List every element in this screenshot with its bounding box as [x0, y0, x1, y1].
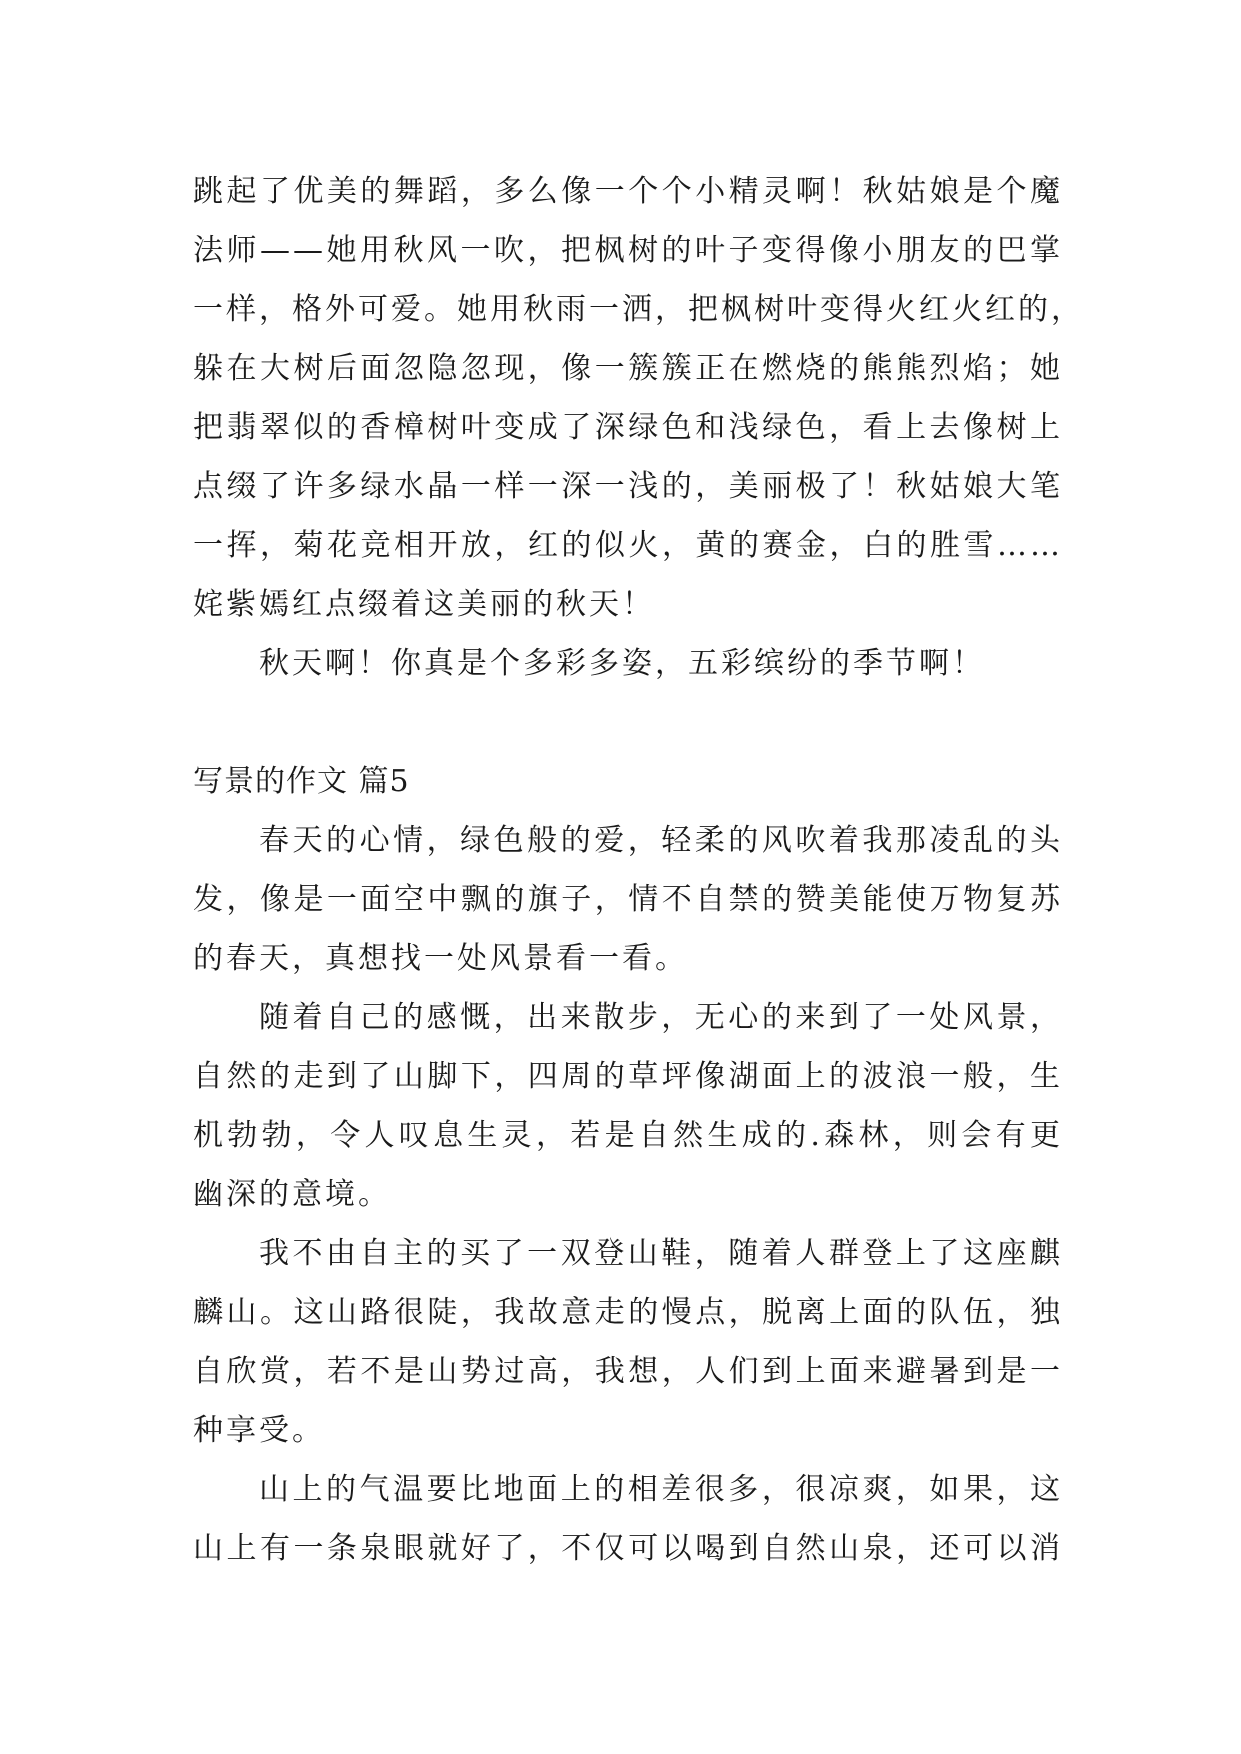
- text-line: 幽深的意境。: [193, 1177, 391, 1212]
- section-title: 写景的作文 篇5: [193, 764, 410, 799]
- paragraph-climbing: [193, 1224, 1063, 1460]
- blank-line: [193, 693, 1063, 752]
- text-line: 一挥，菊花竞相开放，红的似火，黄的赛金，白的胜雪……: [193, 528, 1063, 563]
- text-line: 发，像是一面空中飘的旗子，情不自禁的赞美能使万物复苏: [193, 882, 1063, 917]
- text-line: 的春天，真想找一处风景看一看。: [193, 941, 688, 976]
- text-line: 一样，格外可爱。她用秋雨一洒，把枫树叶变得火红火红的，: [193, 292, 1084, 327]
- text-line: 山上的气温要比地面上的相差很多，很凉爽，如果，这: [259, 1472, 1063, 1507]
- text-line: 我不由自主的买了一双登山鞋，随着人群登上了这座麒: [259, 1236, 1063, 1271]
- text-line: 机勃勃，令人叹息生灵，若是自然生成的.森林，则会有更: [193, 1118, 1063, 1153]
- text-line: 自然的走到了山脚下，四周的草坪像湖面上的波浪一般，生: [193, 1059, 1063, 1094]
- paragraph-autumn-magic: [193, 162, 1084, 634]
- text-line: 跳起了优美的舞蹈，多么像一个个小精灵啊！秋姑娘是个魔: [193, 174, 1063, 209]
- text-line: 随着自己的感慨，出来散步，无心的来到了一处风景，: [259, 1000, 1063, 1035]
- text-line: 种享受。: [193, 1413, 325, 1448]
- text-line: 麟山。这山路很陡，我故意走的慢点，脱离上面的队伍，独: [193, 1295, 1063, 1330]
- paragraph-mountain-top: [193, 1460, 1063, 1578]
- text-line: 秋天啊！你真是个多彩多姿，五彩缤纷的季节啊！: [259, 646, 985, 681]
- text-line: 春天的心情，绿色般的爱，轻柔的风吹着我那凌乱的头: [259, 823, 1063, 858]
- text-line: 把翡翠似的香樟树叶变成了深绿色和浅绿色，看上去像树上: [193, 410, 1063, 445]
- text-line: 点缀了许多绿水晶一样一深一浅的，美丽极了！秋姑娘大笔: [193, 469, 1063, 504]
- paragraph-mountain-foot: [193, 988, 1063, 1224]
- text-line: 山上有一条泉眼就好了，不仅可以喝到自然山泉，还可以消: [193, 1531, 1063, 1566]
- text-line: 自欣赏，若不是山势过高，我想，人们到上面来避暑到是一: [193, 1354, 1063, 1389]
- paragraph-autumn-conclusion: [193, 634, 1063, 693]
- text-line: 法师——她用秋风一吹，把枫树的叶子变得像小朋友的巴掌: [193, 233, 1063, 268]
- document-body: [193, 162, 1084, 1578]
- paragraph-spring-mood: [193, 811, 1063, 988]
- text-line: 姹紫嫣红点缀着这美丽的秋天！: [193, 587, 655, 622]
- text-line: 躲在大树后面忽隐忽现，像一簇簇正在燃烧的熊熊烈焰；她: [193, 351, 1063, 386]
